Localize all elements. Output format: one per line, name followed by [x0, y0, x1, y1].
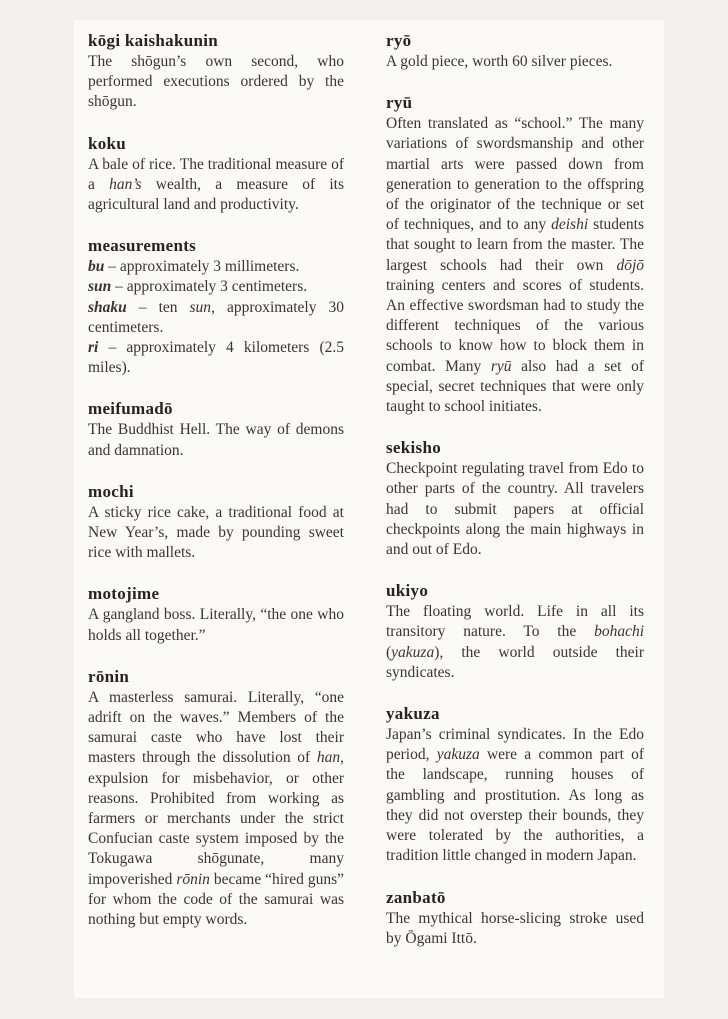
- definition-segment: also had a set of special, secret techniques that were only taught to school initiates.: [386, 357, 644, 416]
- glossary-entry: [386, 30, 644, 72]
- glossary-entry: [88, 583, 344, 645]
- term-headword: rōnin: [88, 666, 130, 686]
- glossary-entry: [88, 481, 344, 564]
- term-headword: meifumadō: [88, 399, 173, 419]
- glossary-entry: [88, 666, 344, 930]
- definition-segment: A sticky rice cake, a traditional food at New Year’s, made by pounding sweet rice with mallets.: [88, 503, 344, 562]
- glossary-entry: [386, 92, 644, 417]
- definition-segment: yakuza: [391, 643, 435, 661]
- definition-segment: , expulsion for misbehavior, or other reasons. Prohibited from working as farmers or merchants under the strict Confucian caste system imposed by the Tokugawa shōgunate, many impoverished: [88, 749, 344, 888]
- measurement-line: [88, 277, 344, 297]
- definition-segment: – approximately 3 millimeters.: [104, 258, 300, 276]
- term-definition: [386, 52, 644, 72]
- definition-segment: Often translated as “school.” The many variations of swordsmanship and other martial arts were passed down from generation to generation to the offspring of the originator of the technique or set of techniques, and to any: [386, 115, 644, 234]
- glossary-column-left: [88, 30, 344, 950]
- definition-segment: (: [386, 643, 392, 661]
- glossary-entry: [88, 398, 344, 460]
- term-headword: ryū: [386, 93, 413, 113]
- term-headword: motojime: [88, 584, 160, 604]
- term-headword: measurements: [88, 236, 197, 256]
- term-definition: [386, 459, 644, 560]
- definition-segment: became “hired guns” for whom the code of the samurai was nothing but empty words.: [88, 870, 344, 929]
- term-definition: [88, 605, 344, 645]
- definition-segment: Japan’s criminal syndicates. In the Edo period,: [386, 726, 644, 764]
- glossary-entry: [88, 30, 344, 113]
- term-headword: sekisho: [386, 438, 442, 458]
- definition-segment: han’s: [109, 175, 142, 193]
- term-definition: [88, 503, 344, 564]
- glossary-column-right: [386, 30, 644, 969]
- definition-segment: sun: [88, 278, 112, 296]
- glossary-entry: [88, 235, 344, 378]
- definition-segment: students that sought to learn from the master. The largest schools had their own: [386, 216, 644, 274]
- glossary-entry: [386, 580, 644, 683]
- term-headword: koku: [88, 133, 127, 153]
- definition-segment: bohachi: [594, 623, 644, 641]
- definition-segment: were a common part of the landscape, running houses of gambling and prostitution. As long as they did not overstep their bounds, they were tolerated by the authorities, a tradition little changed in modern Japan.: [386, 746, 644, 865]
- glossary-entry: [386, 437, 644, 560]
- definition-segment: ri: [88, 339, 99, 357]
- definition-segment: sun: [189, 298, 212, 316]
- term-headword: ryō: [386, 31, 412, 50]
- definition-segment: The shōgun’s own second, who performed executions ordered by the shōgun.: [88, 53, 344, 111]
- definition-segment: – approximately 3 centimeters.: [111, 278, 308, 296]
- definition-segment: A gangland boss. Literally, “the one who holds all together.”: [88, 606, 344, 644]
- definition-segment: ), the world outside their syndicates.: [386, 643, 644, 681]
- definition-segment: rōnin: [176, 870, 210, 888]
- definition-segment: The mythical horse-slicing stroke used by Ōgami Ittō.: [386, 909, 644, 947]
- glossary-entry: [386, 887, 644, 949]
- definition-segment: – approximately 4 kilometers (2.5 miles).: [88, 339, 344, 377]
- definition-segment: han: [316, 749, 341, 767]
- definition-segment: A gold piece, worth 60 silver pieces.: [386, 53, 613, 70]
- definition-segment: The Buddhist Hell. The way of demons and damnation.: [88, 421, 344, 459]
- term-headword: yakuza: [386, 704, 440, 724]
- term-definition: [88, 688, 344, 930]
- definition-segment: training centers and scores of students. An effective swordsman had to study the different techniques of the various schools to know how to block them in combat. Many: [386, 276, 644, 375]
- definition-segment: shaku: [88, 298, 127, 316]
- term-definition: [88, 52, 344, 113]
- definition-segment: ryū: [490, 357, 512, 375]
- definition-segment: Checkpoint regulating travel from Edo to other parts of the country. All travelers had to submit papers at official checkpoints along the main highways in and out of Edo.: [386, 460, 644, 559]
- term-definition: [88, 155, 344, 216]
- definition-segment: The floating world. Life in all its transitory nature. To the: [386, 603, 644, 641]
- term-definition: [386, 725, 644, 866]
- term-definition: [88, 420, 344, 460]
- definition-segment: A masterless samurai. Literally, “one adrift on the waves.” Members of the samurai caste who have lost their masters through the dissolution of: [88, 688, 344, 767]
- term-headword: kōgi kaishakunin: [88, 31, 219, 50]
- definition-segment: – ten: [126, 298, 190, 316]
- term-definition: [386, 602, 644, 683]
- measurement-line: [88, 338, 344, 378]
- measurement-line: [88, 257, 344, 277]
- definition-segment: , approximately 30 centimeters.: [88, 298, 344, 336]
- measurement-line: [88, 298, 344, 338]
- definition-segment: dōjō: [616, 256, 644, 274]
- term-headword: zanbatō: [386, 887, 446, 907]
- definition-segment: wealth, a measure of its agricultural land and productivity.: [88, 175, 345, 214]
- term-headword: ukiyo: [386, 581, 429, 601]
- definition-segment: A bale of rice. The traditional measure of a: [88, 155, 344, 193]
- definition-segment: yakuza: [436, 746, 480, 764]
- term-definition: [386, 114, 644, 417]
- definition-segment: deishi: [551, 216, 589, 234]
- glossary-entry: [386, 703, 644, 866]
- term-definition: [386, 909, 644, 949]
- definition-segment: bu: [88, 258, 105, 276]
- term-headword: mochi: [88, 481, 134, 501]
- glossary-entry: [88, 133, 344, 216]
